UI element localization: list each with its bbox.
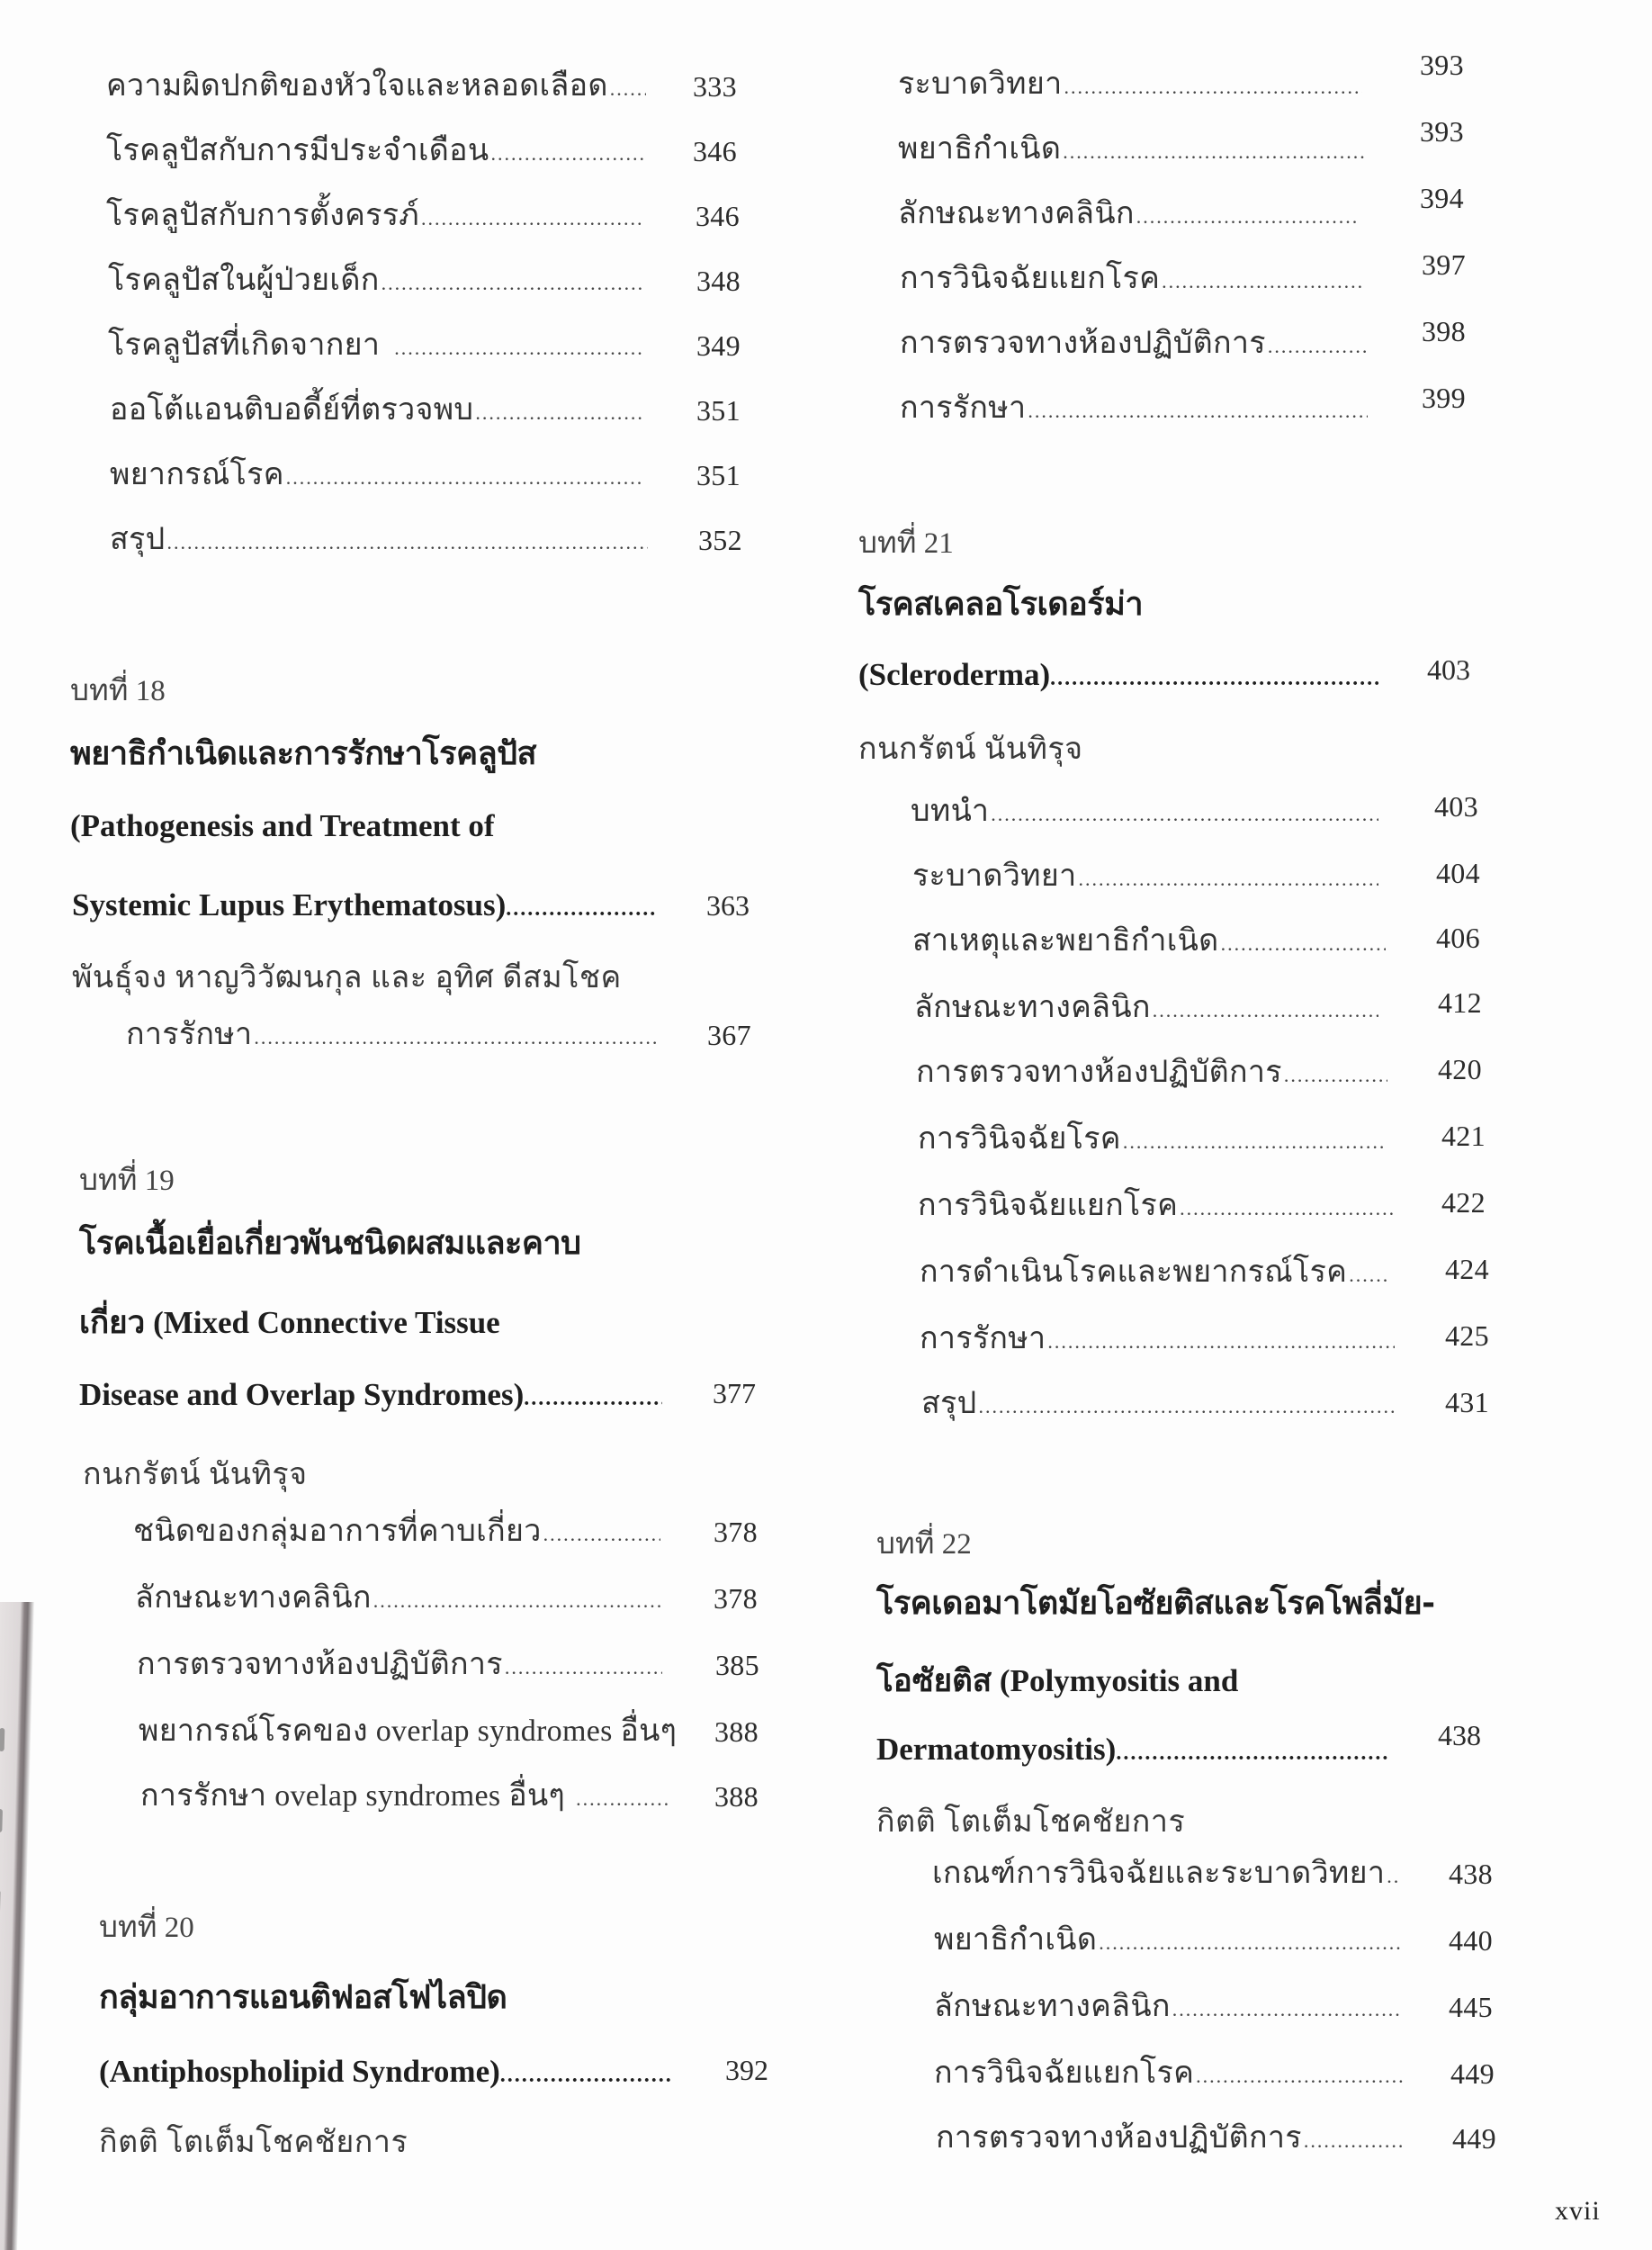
entry-page: 398: [1422, 315, 1466, 347]
chapter-title-th-line2[interactable]: เกี่ยว (Mixed Connective Tissue: [79, 1305, 500, 1340]
entry-page: 425: [1445, 1319, 1489, 1352]
toc-entry[interactable]: [932, 1856, 1493, 1894]
entry-title: การรักษา: [126, 1018, 253, 1051]
entry-page: 397: [1422, 248, 1466, 281]
entry-page: 449: [1450, 2057, 1495, 2090]
toc-entry[interactable]: [920, 1253, 1489, 1293]
toc-entry[interactable]: [106, 198, 740, 237]
dot-leader: [1284, 1058, 1387, 1094]
toc-entry[interactable]: [900, 382, 1466, 429]
dot-leader: [286, 460, 644, 496]
entry-title: พยาธิกำเนิด: [934, 1923, 1098, 1957]
chapter-title-en[interactable]: (Pathogenesis and Treatment of: [70, 808, 495, 843]
chapter-title-th[interactable]: กลุ่มอาการแอนติฟอสโฟไลปิด: [99, 1979, 507, 2016]
entry-page: 424: [1445, 1253, 1489, 1285]
entry-title: โรคลูปัสกับการตั้งครรภ์: [106, 199, 420, 232]
dot-leader: [167, 525, 649, 561]
book-spine-edge: [0, 1602, 34, 2250]
chapter-title-en[interactable]: [858, 657, 1380, 693]
chapter-authors: กนกรัตน์ นันทิรุจ: [858, 733, 1083, 766]
entry-title: สาเหตุและพยาธิกำเนิด: [912, 924, 1219, 958]
toc-entry[interactable]: [110, 522, 742, 561]
dot-leader: [524, 1387, 662, 1411]
entry-title: ความผิดปกติของหัวใจและหลอดเลือด: [106, 69, 608, 103]
toc-entry[interactable]: [137, 1647, 759, 1686]
dot-leader: [1136, 199, 1359, 235]
toc-entry[interactable]: [898, 49, 1464, 105]
dot-leader: [254, 1020, 659, 1056]
dot-leader: [1180, 1191, 1393, 1227]
chapter-label: บทที่ 19: [79, 1165, 175, 1197]
dot-leader: [505, 1650, 662, 1686]
chapter-title-text: Disease and Overlap Syndromes): [79, 1377, 525, 1412]
toc-entry[interactable]: [920, 1319, 1489, 1360]
toc-entry[interactable]: [110, 392, 741, 431]
chapter-title-th[interactable]: พยาธิกำเนิดและการรักษาโรคลูปัส: [70, 735, 536, 772]
toc-entry[interactable]: [108, 328, 741, 366]
toc-entry[interactable]: [900, 248, 1466, 300]
entry-title: โรคลูปัสที่เกิดจากยา: [108, 328, 381, 362]
chapter-title-en[interactable]: [99, 2054, 671, 2090]
dot-leader: [382, 266, 644, 302]
entry-page: 378: [714, 1582, 758, 1615]
entry-page: 393: [1420, 49, 1464, 81]
chapter-label: บทที่ 22: [876, 1528, 972, 1561]
entry-title: การวินิจฉัยแยกโรค: [900, 262, 1161, 295]
dot-leader: [1047, 1324, 1395, 1360]
entry-page: 440: [1449, 1924, 1493, 1957]
entry-title: ระบาดวิทยา: [898, 68, 1063, 101]
chapter-title-th[interactable]: โรคสเคลอโรเดอร์ม่า: [858, 586, 1144, 623]
chapter-title-text: Dermatomyositis): [876, 1732, 1117, 1767]
entry-page: 388: [714, 1715, 759, 1748]
entry-page: 351: [696, 394, 741, 427]
toc-entry[interactable]: [135, 1580, 758, 1619]
toc-entry[interactable]: [110, 457, 741, 496]
chapter-page: 403: [1427, 653, 1470, 686]
dot-leader: [1196, 2058, 1404, 2094]
chapter-label: บทที่ 18: [70, 675, 166, 707]
dot-leader: [394, 330, 644, 366]
spine-mark: [0, 1809, 3, 1832]
dot-leader: [1162, 264, 1364, 300]
chapter-label: บทที่ 21: [858, 527, 954, 560]
chapter-title-en-line3[interactable]: [79, 1377, 662, 1413]
dot-leader: [1387, 1858, 1400, 1894]
chapter-title-th[interactable]: โรคเดอมาโตมัยโอซัยติสและโรคโพลี่มัย-: [876, 1585, 1435, 1622]
dot-leader: [1064, 69, 1363, 105]
entry-page: 351: [696, 459, 741, 491]
entry-page: 378: [714, 1516, 758, 1548]
entry-title: พยากรณ์โรคของ overlap syndromes อื่นๆ: [139, 1714, 678, 1748]
page-folio: xvii: [1555, 2196, 1601, 2226]
entry-title: พยาธิกำเนิด: [898, 132, 1062, 166]
toc-entry[interactable]: [139, 1714, 759, 1750]
chapter-title-text: (Scleroderma): [858, 657, 1051, 692]
toc-entry[interactable]: [898, 182, 1464, 235]
entry-title: การวินิจฉัยโรค: [918, 1122, 1121, 1156]
dot-leader: [1079, 861, 1379, 897]
entry-page: 388: [714, 1780, 759, 1813]
chapter-authors: พันธุ์จง หาญวิวัฒนกุล และ อุทิศ ดีสมโชค: [72, 961, 622, 994]
dot-leader: [1349, 1257, 1389, 1293]
entry-title: การตรวจทางห้องปฏิบัติการ: [916, 1056, 1282, 1089]
dot-leader: [1221, 926, 1386, 962]
dot-leader: [576, 1781, 671, 1817]
chapter-page: 438: [1438, 1719, 1481, 1751]
toc-entry[interactable]: [126, 1017, 751, 1056]
chapter-title-text: (Antiphospholipid Syndrome): [99, 2054, 500, 2089]
toc-entry[interactable]: [140, 1778, 759, 1817]
dot-leader: [1153, 993, 1378, 1029]
entry-page: 404: [1436, 857, 1480, 889]
entry-title: สรุป: [110, 523, 166, 556]
entry-title: ลักษณะทางคลินิก: [898, 197, 1135, 230]
entry-title: โรคลูปัสกับการมีประจำเดือน: [106, 134, 489, 167]
chapter-page: 392: [725, 2054, 768, 2086]
entry-page: 349: [696, 329, 741, 362]
entry-page: 422: [1441, 1186, 1486, 1219]
dot-leader: [421, 201, 643, 237]
toc-entry[interactable]: [916, 1053, 1482, 1094]
dot-leader: [1268, 328, 1366, 364]
dot-leader: [543, 1516, 660, 1552]
entry-page: 352: [698, 524, 742, 556]
chapter-authors: กิตติ โตเต็มโชคชัยการ: [876, 1805, 1186, 1839]
entry-title: สรุป: [921, 1387, 977, 1420]
entry-title: ออโต้แอนติบอดี้ย์ที่ตรวจพบ: [110, 393, 474, 427]
entry-page: 403: [1434, 790, 1478, 823]
toc-entry[interactable]: [912, 857, 1480, 897]
entry-page: 346: [693, 135, 737, 167]
toc-entry[interactable]: [934, 2056, 1495, 2094]
entry-page: 421: [1441, 1120, 1486, 1152]
entry-title: ลักษณะทางคลินิก: [135, 1581, 372, 1615]
entry-title: การวินิจฉัยแยกโรค: [934, 2056, 1195, 2090]
entry-title: การรักษา: [900, 392, 1027, 425]
chapter-authors: กนกรัตน์ นันทิรุจ: [83, 1458, 308, 1491]
entry-page: 346: [696, 200, 740, 232]
chapter-authors: กิตติ โตเต็มโชคชัยการ: [99, 2126, 409, 2159]
chapter-title-th[interactable]: โรคเนื้อเยื่อเกี่ยวพันชนิดผสมและคาบ: [79, 1225, 581, 1262]
toc-entry[interactable]: [912, 922, 1480, 962]
dot-leader: [1116, 1742, 1389, 1766]
entry-page: 406: [1436, 922, 1480, 954]
entry-page: 438: [1449, 1858, 1493, 1890]
entry-page: 394: [1420, 182, 1464, 214]
chapter-page: 377: [713, 1377, 756, 1409]
entry-title: การรักษา ovelap syndromes อื่นๆ: [140, 1779, 566, 1813]
entry-page: 445: [1449, 1991, 1493, 2023]
entry-title: ลักษณะทางคลินิก: [914, 991, 1151, 1024]
toc-entry[interactable]: [936, 2120, 1496, 2159]
dot-leader: [490, 136, 646, 172]
toc-entry[interactable]: [106, 133, 737, 172]
entry-page: 385: [715, 1649, 759, 1681]
toc-entry[interactable]: [918, 1186, 1486, 1227]
dot-leader: [373, 1583, 660, 1619]
toc-entry[interactable]: [934, 1922, 1493, 1961]
dot-leader: [1123, 1124, 1386, 1160]
entry-page: 367: [707, 1019, 751, 1051]
chapter-title-en-line3[interactable]: [876, 1732, 1389, 1768]
chapter-page: 363: [706, 889, 750, 922]
entry-title: เกณฑ์การวินิจฉัยและระบาดวิทยา: [932, 1857, 1386, 1890]
spine-mark: [0, 1728, 4, 1751]
chapter-title-th-line2[interactable]: โอซัยติส (Polymyositis and: [876, 1663, 1239, 1698]
toc-entry[interactable]: [133, 1514, 758, 1552]
entry-page: 412: [1438, 986, 1482, 1019]
entry-page: 449: [1452, 2122, 1496, 2155]
dot-leader: [475, 395, 644, 431]
toc-entry[interactable]: [106, 68, 737, 107]
chapter-title-en-line2[interactable]: [72, 887, 657, 923]
spine-mark: [0, 1890, 1, 1913]
entry-title: การตรวจทางห้องปฏิบัติการ: [936, 2121, 1302, 2155]
entry-title: พยากรณ์โรค: [110, 458, 284, 491]
toc-entry[interactable]: [918, 1120, 1486, 1160]
entry-title: การตรวจทางห้องปฏิบัติการ: [900, 327, 1266, 360]
entry-title: โรคลูปัสในผู้ป่วยเด็ก: [108, 264, 380, 297]
dot-leader: [1099, 1925, 1400, 1961]
dot-leader: [991, 796, 1378, 832]
chapter-label: บทที่ 20: [99, 1912, 194, 1944]
toc-entry[interactable]: [900, 315, 1466, 364]
entry-title: บทนำ: [911, 795, 990, 828]
entry-title: ลักษณะทางคลินิก: [934, 1990, 1171, 2023]
dot-leader: [1304, 2123, 1402, 2159]
dot-leader: [1050, 667, 1380, 691]
dot-leader: [500, 2064, 671, 2088]
entry-title: การรักษา: [920, 1322, 1046, 1355]
dot-leader: [1172, 1992, 1400, 2028]
entry-title: ชนิดของกลุ่มอาการที่คาบเกี่ยว: [133, 1515, 542, 1548]
entry-page: 431: [1445, 1386, 1489, 1418]
entry-page: 420: [1438, 1053, 1482, 1085]
entry-page: 399: [1422, 382, 1466, 414]
toc-entry[interactable]: [934, 1989, 1493, 2028]
dot-leader: [1028, 393, 1368, 429]
toc-entry[interactable]: [914, 986, 1482, 1029]
entry-page: 393: [1420, 115, 1464, 148]
entry-title: การตรวจทางห้องปฏิบัติการ: [137, 1648, 503, 1681]
toc-entry[interactable]: [898, 115, 1464, 170]
entry-title: ระบาดวิทยา: [912, 860, 1077, 893]
toc-entry[interactable]: [921, 1386, 1489, 1425]
dot-leader: [1063, 134, 1366, 170]
toc-entry[interactable]: [108, 263, 741, 302]
entry-page: 348: [696, 265, 741, 297]
dot-leader: [610, 71, 646, 107]
entry-title: การวินิจฉัยแยกโรค: [918, 1189, 1179, 1222]
entry-page: 333: [693, 70, 737, 103]
dot-leader: [506, 897, 657, 922]
chapter-title-text: Systemic Lupus Erythematosus): [72, 887, 507, 922]
dot-leader: [979, 1389, 1397, 1425]
entry-title: การดำเนินโรคและพยากรณ์โรค: [920, 1256, 1348, 1289]
toc-entry[interactable]: [911, 790, 1478, 832]
